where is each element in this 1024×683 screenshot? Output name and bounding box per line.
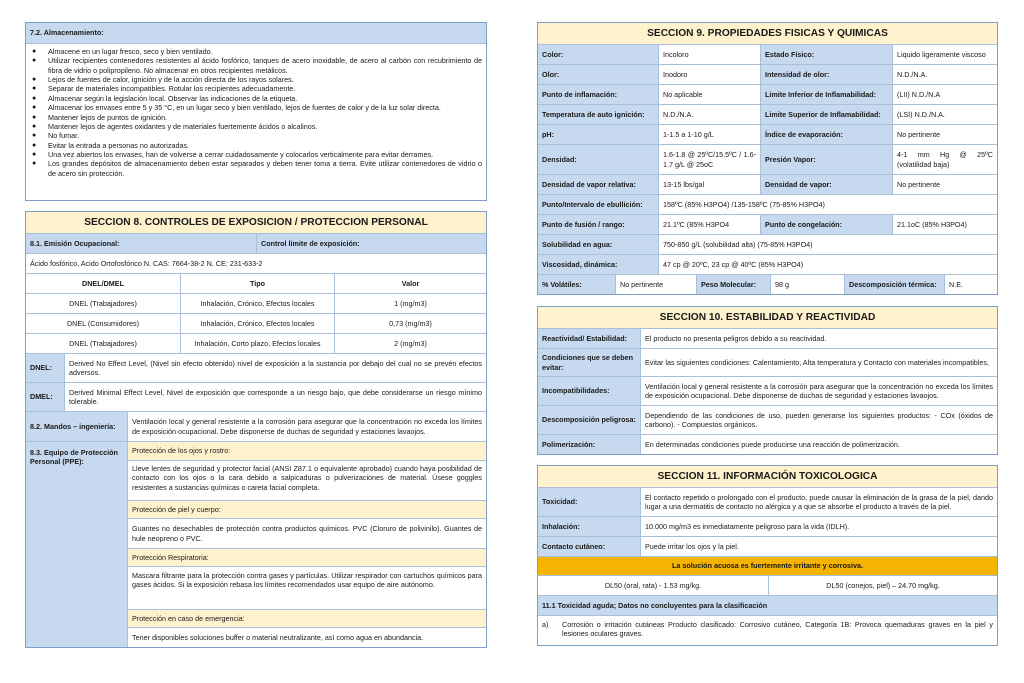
dnel-label: DNEL: <box>26 354 64 382</box>
prop-label: Densidad de vapor: <box>760 175 892 194</box>
dl50-oral: DL50 (oral, rata) - 1.53 mg/kg. <box>604 580 702 590</box>
storage-list <box>30 47 482 178</box>
prop-label: Polimerización: <box>538 435 640 454</box>
storage-section <box>25 22 487 201</box>
prop-value: Inodoro <box>658 65 760 84</box>
prop-label: Descomposición térmica: <box>844 275 944 294</box>
list-item: ● Mantener lejos de puntos de ignición. <box>30 113 482 122</box>
list-item: ● Almacene en un lugar fresco, seco y bien ventilado. <box>30 47 482 56</box>
col-header: Tipo <box>180 274 334 293</box>
prop-value: 47 cp @ 20ºC, 23 cp @ 40ºC (85% H3PO4) <box>658 255 997 274</box>
table-row <box>26 313 486 333</box>
prop-value: No aplicable <box>658 85 760 104</box>
ppe-skin-heading: Protección de piel y cuerpo: <box>128 500 486 518</box>
ppe-emergency-text: Tener disponibles soluciones buffer o material neutralizante, así como agua en abundancia. <box>128 627 486 647</box>
section-8-title: SECCION 8. CONTROLES DE EXPOSICION / PROTECCION PERSONAL <box>26 212 486 233</box>
prop-label: Punto de fusión / rango: <box>538 215 658 234</box>
acute-toxicity-title: 11.1 Toxicidad aguda; Datos no concluyentes para la clasificación <box>538 596 997 615</box>
prop-label: Incompatibilidades: <box>538 377 640 405</box>
prop-value: No pertinente <box>892 125 997 144</box>
section-10 <box>537 306 998 455</box>
list-item: ● Una vez abiertos los envases, han de volverse a cerrar cuidadosamente y colocarlos verticalmente para evitar derrames. <box>30 150 482 159</box>
prop-value: (LII) N.D./N.A <box>892 85 997 104</box>
list-item: ● Lejos de fuentes de calor, ignición y de la acción directa de los rayos solares. <box>30 75 482 84</box>
section-9 <box>537 22 998 295</box>
prop-label: Condiciones que se deben evitar: <box>538 349 640 376</box>
section-9-title: SECCION 9. PROPIEDADES FISICAS Y QUIMICAS <box>538 23 997 44</box>
prop-label: Punto/Intervalo de ebullición: <box>538 195 658 214</box>
prop-value: 10.000 mg/m3 es inmediatamente peligroso para la vida (IDLH). <box>640 517 997 536</box>
prop-value: 98 g <box>770 275 844 294</box>
prop-label: Color: <box>538 45 658 64</box>
section-8 <box>25 211 487 648</box>
engineering-text: Ventilación local y general resistente a la corrosión para asegurar que la concentración no exceda los límites de exposición ocupacional. Debe disponerse de duchas de seguridad y estaciones lavaojos. <box>127 412 486 441</box>
prop-label: % Volátiles: <box>538 275 615 294</box>
substance-id: Ácido fosfórico, Acido Ortofosfórico N. CAS: 7664-38-2 N. CE: 231-633-2 <box>30 258 263 268</box>
section-10-title: SECCION 10. ESTABILIDAD Y REACTIVIDAD <box>538 307 997 328</box>
prop-label: Peso Molecular: <box>696 275 770 294</box>
prop-label: Presión Vapor: <box>760 145 892 174</box>
list-item: ● Mantener lejos de agentes oxidantes y de materiales fuertemente ácidos o alcalinos. <box>30 122 482 131</box>
prop-value: N.E. <box>944 275 997 294</box>
prop-label: Inhalación: <box>538 517 640 536</box>
prop-value: 21.1oC (85% H3PO4) <box>892 215 997 234</box>
ppe-emergency-heading: Protección en caso de emergencia: <box>128 609 486 627</box>
table-cell: Inhalación, Corto plazo, Efectos locales <box>180 334 334 353</box>
prop-value: 21.1ºC (85% H3PO4 <box>658 215 760 234</box>
prop-label: Estado Físico: <box>760 45 892 64</box>
prop-label: Descomposición peligrosa: <box>538 406 640 434</box>
emission-label: 8.1. Emisión Ocupacional: <box>26 234 256 253</box>
engineering-label: 8.2. Mandos – ingeniería: <box>26 412 127 441</box>
table-row <box>26 333 486 353</box>
col-header: DNEL/DMEL <box>82 278 124 288</box>
prop-label: Olor: <box>538 65 658 84</box>
prop-label: Viscosidad, dinámica: <box>538 255 658 274</box>
prop-label: Densidad: <box>538 145 658 174</box>
prop-value: 1.6-1.8 @ 25ºC/15.5ºC / 1.6-1.7 g/L @ 25oC <box>658 145 760 174</box>
ppe-skin-text: Guantes no desechables de protección contra productos químicos. PVC (Cloruro de polivinilo). Guantes de hule neopreno o PVC. <box>128 518 486 548</box>
list-item: ● No fumar. <box>30 131 482 140</box>
table-cell: 1 (mg/m3) <box>334 294 486 313</box>
section-11 <box>537 465 998 646</box>
prop-label: Punto de inflamación: <box>538 85 658 104</box>
dmel-label: DMEL: <box>26 383 64 411</box>
prop-value: 13-15 lbs/gal <box>658 175 760 194</box>
col-header: Valor <box>334 274 486 293</box>
prop-value: En determinadas condiciones puede producirse una reacción de polimerización. <box>640 435 997 454</box>
prop-label: Reactividad/ Estabilidad: <box>538 329 640 348</box>
prop-value: Puede irritar los ojos y la piel. <box>640 537 997 556</box>
list-item: ● Evitar la entrada a personas no autorizadas. <box>30 141 482 150</box>
dnel-text: Derived No Effect Level, (Nivel sin efecto obtenido) nivel de exposición a la sustancia por debajo del cual no se prevén efectos adversos. <box>64 354 486 382</box>
section-11-title: SECCION 11. INFORMACIÓN TOXICOLOGICA <box>538 466 997 487</box>
list-item: ● Almacenar según la legislación local. Observar las indicaciones de la etiqueta. <box>30 94 482 103</box>
list-item: ● Utilizar recipientes contenedores resistentes al ácido fosfórico, tanques de acero inoxidable, de acero al carbón con recubrimiento de fibra de vidrio o polipropileno. No almacenar en otros recipientes metálicos. <box>30 56 482 75</box>
ppe-eyes-text: Lleve lentes de seguridad y protector facial (ANSI Z87.1 o equivalente aprobado) cuando haya posibilidad de contacto con los ojos o la cara debido a salpicaduras o pulverizaciones de material. Úsese goggles resistentes a sustancias químicas o careta facial completa. <box>128 460 486 500</box>
prop-label: Punto de congelación: <box>760 215 892 234</box>
prop-label: Índice de evaporación: <box>760 125 892 144</box>
prop-value: Ventilación local y general resistente a la corrosión para asegurar que la concentración no exceda los límites de exposición ocupacional. Debe disponerse de duchas de seguridad y estaciones lavaojos. <box>640 377 997 405</box>
acute-toxicity-text: Corrosión o irritación cutáneas Producto clasificado: Corrosivo cutáneo, Categoría 1B: Provoca quemaduras graves en la piel y lesiones oculares graves. <box>562 620 993 639</box>
prop-value: No pertinente <box>615 275 696 294</box>
table-cell: DNEL (Trabajadores) <box>69 298 137 308</box>
table-row <box>26 293 486 313</box>
prop-label: Densidad de vapor relativa: <box>538 175 658 194</box>
prop-label: Toxicidad: <box>538 488 640 516</box>
table-cell: 0,73 (mg/m3) <box>334 314 486 333</box>
storage-title: 7.2. Almacenamiento: <box>26 23 486 43</box>
prop-value: El contacto repetido o prolongado con el producto, puede causar la eliminación de la grasa de la piel, dando lugar a una dermatitis de contacto no alérgica y a que se absorbe el producto a través de la piel. <box>640 488 997 516</box>
prop-label: Contacto cutáneo: <box>538 537 640 556</box>
prop-value: No pertinente <box>892 175 997 194</box>
table-cell: 2 (mg/m3) <box>334 334 486 353</box>
dl50-dermal: DL50 (conejos, piel) – 24.70 mg/kg. <box>768 576 997 595</box>
ppe-label: 8.3. Equipo de Protección Personal (PPE): <box>26 442 127 647</box>
prop-value: 1-1.5 a 1-10 g/L <box>658 125 760 144</box>
table-cell: DNEL (Consumidores) <box>66 318 140 328</box>
table-cell: Inhalación, Crónico, Efectos locales <box>180 294 334 313</box>
prop-value: Incoloro <box>658 45 760 64</box>
prop-label: Limite Superior de Inflamabilidad: <box>760 105 892 124</box>
prop-label: Limite Inferior de Inflamabilidad: <box>760 85 892 104</box>
prop-label: Temperatura de auto ignición: <box>538 105 658 124</box>
prop-value: Liquido ligeramente viscoso <box>892 45 997 64</box>
ppe-respiratory-heading: Protección Respiratoria: <box>128 548 486 566</box>
table-cell: DNEL (Trabajadores) <box>69 338 137 348</box>
ppe-eyes-heading: Protección de los ojos y rostro: <box>128 442 486 460</box>
alert-banner: La solución acuosa es fuertemente irritante y corrosiva. <box>538 557 997 575</box>
control-label: Control límite de exposición: <box>256 234 486 253</box>
prop-value: 750-850 g/L (solubilidad alta) (75-85% H3PO4) <box>658 235 997 254</box>
list-item: ● Almacenar los envases entre 5 y 35 °C, en un lugar seco y bien ventilado, lejos de fuentes de calor y de la luz solar directa. <box>30 103 482 112</box>
prop-value: 4-1 mm Hg @ 25ºC (volatilidad baja) <box>892 145 997 174</box>
prop-value: Evitar las siguientes condiciones: Calentamiento, Alta temperatura y Contacto con materiales incompatibles, <box>640 349 997 376</box>
ppe-respiratory-text: Mascara filtrante para la protección contra gases y partículas. Utilizar respirador con cartuchos químicos para gases ácidos. Si la exposición rebasa los límites recomendados usar equipo de aire autónomo. <box>128 566 486 609</box>
prop-value: Dependiendo de las condiciones de uso, pueden generarse los siguientes productos: - COx (óxidos de carbono). - Compuestos orgánicos. <box>640 406 997 434</box>
list-item: ● Separar de materiales incompatibles. Rotular los recipientes adecuadamente. <box>30 84 482 93</box>
prop-value: N.D./N.A. <box>658 105 760 124</box>
prop-label: Intensidad de olor: <box>760 65 892 84</box>
table-cell: Inhalación, Crónico, Efectos locales <box>180 314 334 333</box>
prop-value: N.D./N.A. <box>892 65 997 84</box>
list-item: ● Los grandes depósitos de almacenamiento deben estar separados y deben tener toma a tierra. Evite utilizar contenedores de vidrio o de acero sin protección. <box>30 159 482 178</box>
prop-label: Solubilidad en agua: <box>538 235 658 254</box>
prop-value: (LSI) N.D./N.A. <box>892 105 997 124</box>
item-letter: a) <box>542 620 549 629</box>
dmel-text: Derived Minimal Effect Level, Nivel de exposición que corresponde a un riesgo bajo, que debe considerarse un riesgo mínimo tolerable. <box>64 383 486 411</box>
prop-value: 158ºC (85% H3PO4) /135-158ºC (75-85% H3PO4) <box>658 195 997 214</box>
prop-value: El producto no presenta peligros debido a su reactividad. <box>640 329 997 348</box>
prop-label: pH: <box>538 125 658 144</box>
